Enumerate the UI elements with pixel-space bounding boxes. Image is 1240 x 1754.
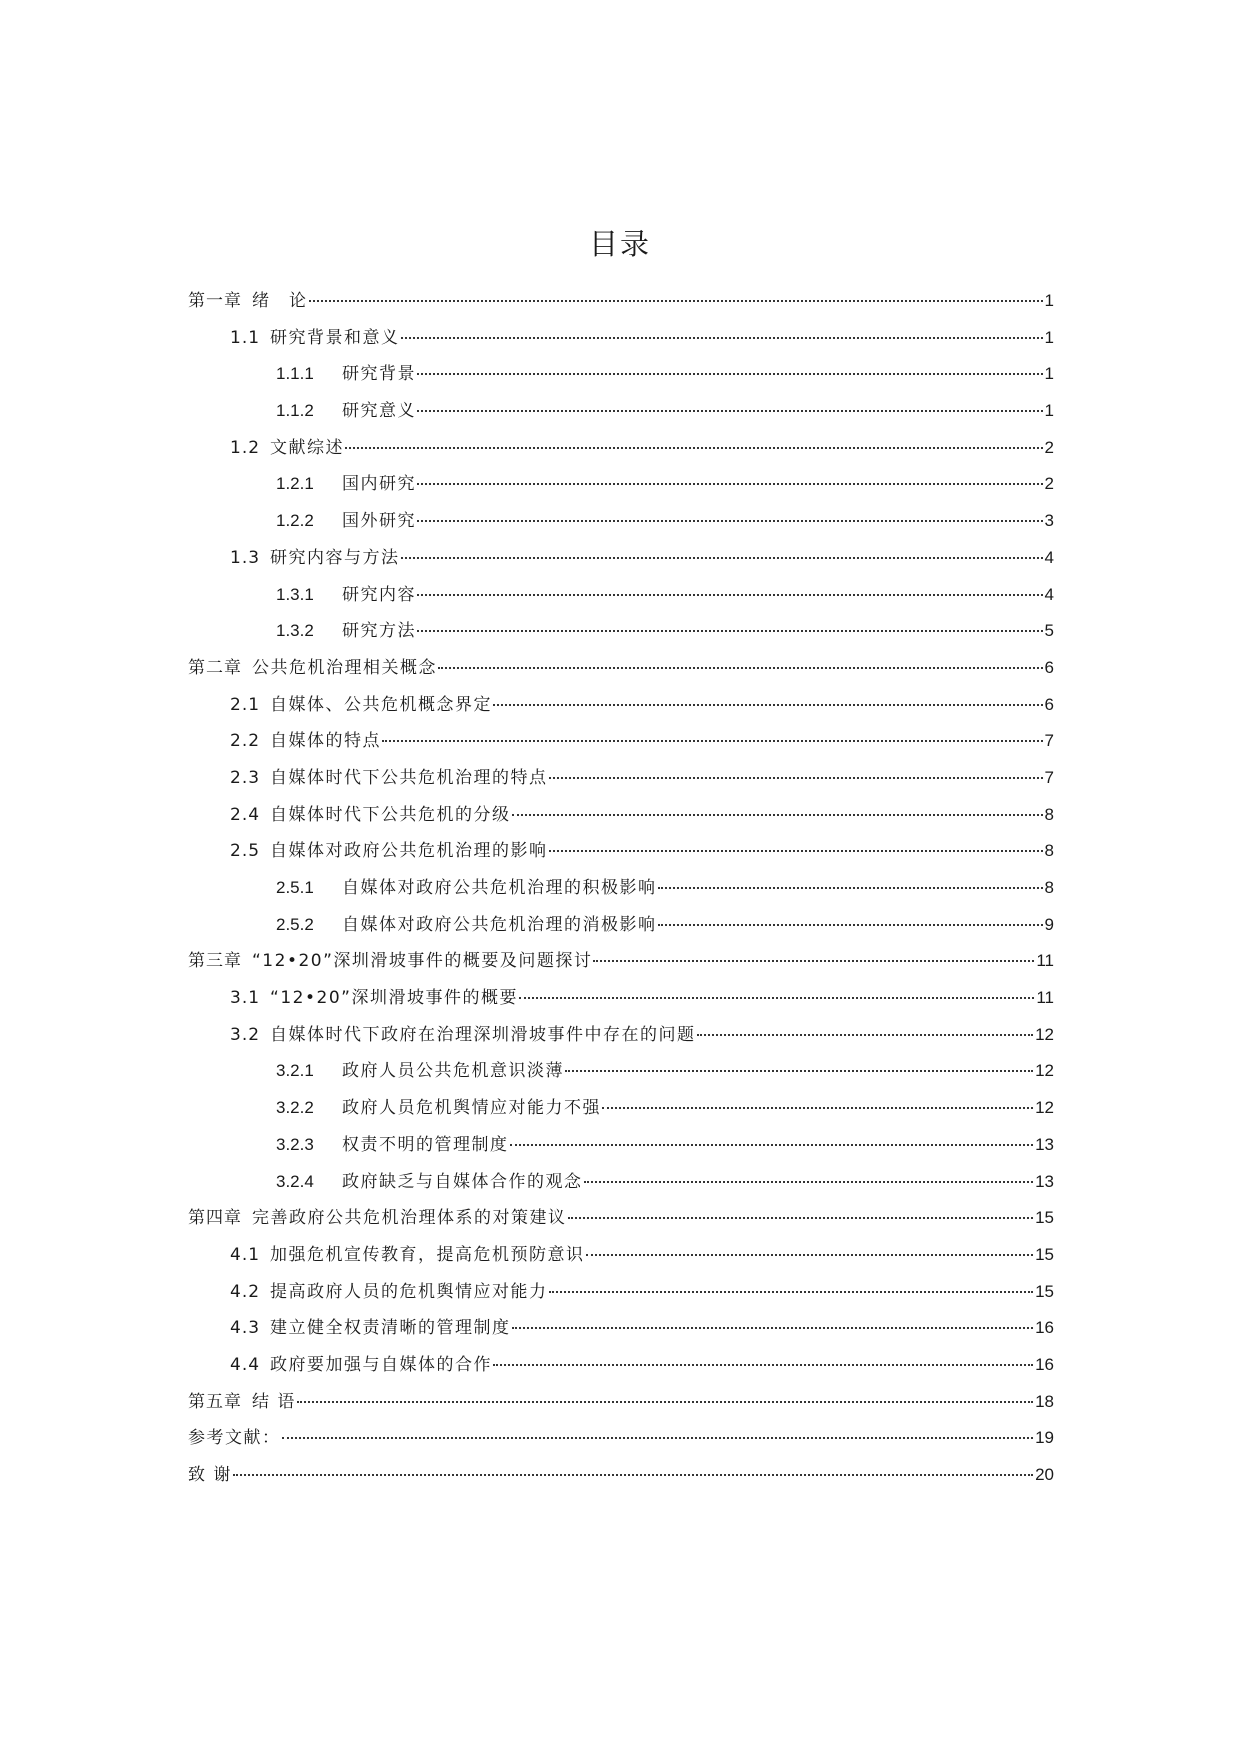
dot-leader bbox=[658, 923, 1043, 926]
toc-entry-page-number: 15 bbox=[1035, 1281, 1054, 1301]
toc-entry-number: 第一章 bbox=[188, 291, 242, 311]
dot-leader bbox=[549, 776, 1043, 779]
toc-entry[interactable] bbox=[188, 1127, 1054, 1164]
toc-entry-number: 第四章 bbox=[188, 1208, 242, 1229]
toc-entry-page-number: 7 bbox=[1044, 767, 1054, 787]
dot-leader bbox=[345, 446, 1042, 449]
dot-leader bbox=[512, 1326, 1034, 1329]
toc-entry[interactable] bbox=[188, 833, 1054, 870]
toc-entry-page-number: 1 bbox=[1044, 327, 1054, 347]
toc-entry-page-number: 6 bbox=[1044, 657, 1054, 677]
toc-entry-number: 3.2 bbox=[230, 1024, 261, 1045]
dot-leader bbox=[519, 996, 1034, 999]
toc-entry[interactable] bbox=[188, 1164, 1054, 1201]
toc-entry-number: 4.2 bbox=[230, 1281, 261, 1302]
toc-entry-page-number: 6 bbox=[1044, 694, 1054, 714]
toc-entry-page-number: 3 bbox=[1044, 511, 1054, 531]
dot-leader bbox=[401, 556, 1043, 559]
toc-entry-title: 建立健全权责清晰的管理制度 bbox=[270, 1318, 511, 1339]
dot-leader bbox=[593, 959, 1034, 962]
toc-entry[interactable] bbox=[188, 1237, 1054, 1274]
toc-entry-page-number: 12 bbox=[1035, 1024, 1054, 1044]
toc-entry-number: 2.2 bbox=[230, 731, 261, 752]
toc-entry-title: 结 语 bbox=[252, 1391, 296, 1412]
toc-entry-number: 2.4 bbox=[230, 804, 261, 825]
dot-leader bbox=[282, 1436, 1034, 1439]
toc-entry[interactable] bbox=[188, 466, 1054, 503]
toc-entry-title: 权责不明的管理制度 bbox=[342, 1134, 509, 1155]
toc-entry-page-number: 7 bbox=[1044, 731, 1054, 751]
toc-entry-number: 4.4 bbox=[230, 1354, 261, 1375]
toc-entry-title: 绪 论 bbox=[252, 291, 308, 311]
dot-leader bbox=[382, 739, 1042, 742]
toc-entry-number: 4.3 bbox=[230, 1318, 261, 1339]
toc-entry-page-number: 4 bbox=[1044, 584, 1054, 604]
toc-entry-number: 4.1 bbox=[230, 1244, 261, 1265]
toc-entry-page-number: 1 bbox=[1044, 401, 1054, 421]
toc-entry-number: 3.2.4 bbox=[276, 1171, 314, 1191]
toc-entry-number: 1.2.2 bbox=[276, 511, 314, 531]
toc-entry-title: “12•20”深圳滑坡事件的概要及问题探讨 bbox=[252, 951, 593, 972]
toc-entry-title: 国外研究 bbox=[342, 511, 416, 532]
toc-entry-title: 参考文献： bbox=[188, 1428, 281, 1449]
toc-entry-number: 第三章 bbox=[188, 951, 242, 972]
dot-leader bbox=[510, 1143, 1034, 1146]
toc-entry[interactable] bbox=[188, 613, 1054, 650]
toc-entry[interactable] bbox=[188, 907, 1054, 944]
table-of-contents bbox=[188, 283, 1054, 1494]
toc-entry-number: 3.1 bbox=[230, 988, 261, 1009]
toc-entry[interactable] bbox=[188, 1347, 1054, 1384]
toc-entry[interactable] bbox=[188, 1274, 1054, 1311]
toc-entry[interactable] bbox=[188, 1457, 1054, 1494]
toc-entry[interactable] bbox=[188, 1017, 1054, 1054]
toc-entry[interactable] bbox=[188, 1310, 1054, 1347]
dot-leader bbox=[417, 409, 1043, 412]
toc-entry-page-number: 8 bbox=[1044, 804, 1054, 824]
toc-entry-title: 研究内容与方法 bbox=[270, 547, 400, 568]
dot-leader bbox=[417, 629, 1043, 632]
toc-entry-title: 政府缺乏与自媒体合作的观念 bbox=[342, 1171, 583, 1192]
toc-entry[interactable] bbox=[188, 356, 1054, 393]
toc-entry-title: 自媒体时代下公共危机治理的特点 bbox=[270, 767, 548, 788]
toc-entry-page-number: 1 bbox=[1044, 291, 1054, 310]
toc-entry-title: 政府要加强与自媒体的合作 bbox=[270, 1354, 493, 1375]
toc-entry-number: 3.2.1 bbox=[276, 1061, 314, 1081]
toc-entry-title: 完善政府公共危机治理体系的对策建议 bbox=[252, 1208, 567, 1229]
dot-leader bbox=[568, 1216, 1034, 1219]
toc-entry-title: 自媒体时代下政府在治理深圳滑坡事件中存在的问题 bbox=[270, 1024, 696, 1045]
dot-leader bbox=[417, 519, 1043, 522]
toc-entry-number: 3.2.2 bbox=[276, 1098, 314, 1118]
toc-entry-page-number: 2 bbox=[1044, 474, 1054, 494]
toc-entry-page-number: 15 bbox=[1035, 1208, 1054, 1228]
toc-entry-number: 1.3 bbox=[230, 547, 261, 568]
toc-entry-number: 2.5.1 bbox=[276, 878, 314, 897]
toc-entry[interactable] bbox=[188, 393, 1054, 430]
toc-entry-page-number: 8 bbox=[1044, 841, 1054, 861]
dot-leader bbox=[549, 849, 1043, 852]
dot-leader bbox=[658, 886, 1043, 889]
dot-leader bbox=[565, 1069, 1033, 1072]
toc-entry-title: 公共危机治理相关概念 bbox=[252, 657, 437, 678]
toc-entry-number: 1.2.1 bbox=[276, 474, 314, 494]
toc-entry-page-number: 11 bbox=[1036, 988, 1054, 1008]
page-title: 目录 bbox=[588, 227, 651, 261]
toc-entry[interactable] bbox=[188, 1384, 1054, 1421]
toc-entry-page-number: 13 bbox=[1035, 1134, 1054, 1154]
toc-entry-title: 文献综述 bbox=[270, 437, 345, 458]
toc-entry[interactable] bbox=[188, 577, 1054, 614]
dot-leader bbox=[493, 1363, 1033, 1366]
toc-entry[interactable] bbox=[188, 687, 1054, 724]
toc-entry-title: 政府人员公共危机意识淡薄 bbox=[342, 1061, 564, 1082]
toc-entry[interactable] bbox=[188, 320, 1054, 357]
toc-entry-title: 致 谢 bbox=[188, 1465, 232, 1485]
toc-entry-page-number: 16 bbox=[1035, 1354, 1054, 1374]
toc-entry-number: 1.2 bbox=[230, 437, 261, 458]
toc-entry[interactable] bbox=[188, 540, 1054, 577]
dot-leader bbox=[512, 813, 1043, 816]
toc-entry-page-number: 20 bbox=[1035, 1465, 1054, 1484]
toc-entry-page-number: 15 bbox=[1035, 1244, 1054, 1264]
dot-leader bbox=[417, 372, 1043, 375]
toc-entry-page-number: 12 bbox=[1035, 1098, 1054, 1118]
toc-entry-title: 提高政府人员的危机舆情应对能力 bbox=[270, 1281, 548, 1302]
dot-leader bbox=[417, 482, 1043, 485]
toc-entry[interactable] bbox=[188, 283, 1054, 320]
dot-leader bbox=[586, 1253, 1034, 1256]
toc-entry-number: 2.1 bbox=[230, 694, 261, 715]
toc-entry-page-number: 4 bbox=[1044, 547, 1054, 567]
toc-entry-page-number: 12 bbox=[1035, 1061, 1054, 1081]
toc-entry-page-number: 19 bbox=[1035, 1428, 1054, 1448]
toc-entry-page-number: 5 bbox=[1044, 621, 1054, 641]
toc-entry-title: 政府人员危机舆情应对能力不强 bbox=[342, 1098, 601, 1119]
toc-entry[interactable] bbox=[188, 760, 1054, 797]
toc-entry[interactable] bbox=[188, 1053, 1054, 1090]
toc-entry-page-number: 1 bbox=[1044, 364, 1054, 384]
dot-leader bbox=[602, 1106, 1033, 1109]
toc-entry-title: 国内研究 bbox=[342, 474, 416, 495]
toc-entry-title: 研究背景 bbox=[342, 364, 416, 385]
toc-entry[interactable] bbox=[188, 430, 1054, 467]
toc-entry-page-number: 8 bbox=[1044, 878, 1054, 897]
toc-entry-number: 2.5 bbox=[230, 841, 261, 862]
toc-entry[interactable] bbox=[188, 1420, 1054, 1457]
toc-entry[interactable] bbox=[188, 980, 1054, 1017]
toc-entry[interactable] bbox=[188, 797, 1054, 834]
dot-leader bbox=[584, 1180, 1034, 1183]
toc-entry-number: 1.1 bbox=[230, 327, 261, 348]
toc-entry-title: “12•20”深圳滑坡事件的概要 bbox=[270, 988, 518, 1009]
toc-entry-page-number: 16 bbox=[1035, 1318, 1054, 1338]
toc-entry-number: 2.5.2 bbox=[276, 914, 314, 934]
dot-leader bbox=[493, 703, 1042, 706]
dot-leader bbox=[417, 593, 1043, 596]
toc-entry-title: 自媒体、公共危机概念界定 bbox=[270, 694, 493, 715]
toc-entry-title: 加强危机宣传教育，提高危机预防意识 bbox=[270, 1244, 585, 1265]
dot-leader bbox=[549, 1290, 1034, 1293]
dot-leader bbox=[233, 1473, 1033, 1476]
toc-entry-title: 自媒体对政府公共危机治理的积极影响 bbox=[342, 878, 657, 898]
toc-entry[interactable] bbox=[188, 870, 1054, 907]
toc-entry[interactable] bbox=[188, 1200, 1054, 1237]
toc-entry[interactable] bbox=[188, 723, 1054, 760]
toc-entry-number: 1.3.1 bbox=[276, 584, 314, 604]
toc-entry[interactable] bbox=[188, 503, 1054, 540]
dot-leader bbox=[297, 1400, 1033, 1403]
dot-leader bbox=[697, 1033, 1034, 1036]
toc-entry-title: 自媒体对政府公共危机治理的影响 bbox=[270, 841, 548, 862]
toc-entry-page-number: 11 bbox=[1036, 951, 1054, 971]
toc-entry-number: 1.1.1 bbox=[276, 364, 314, 384]
toc-entry-title: 研究背景和意义 bbox=[270, 327, 400, 348]
toc-entry-number: 第二章 bbox=[188, 657, 242, 678]
toc-entry-page-number: 13 bbox=[1035, 1171, 1054, 1191]
toc-entry-title: 自媒体对政府公共危机治理的消极影响 bbox=[342, 914, 657, 935]
toc-entry-title: 自媒体时代下公共危机的分级 bbox=[270, 804, 511, 825]
toc-entry-title: 研究内容 bbox=[342, 584, 416, 605]
toc-entry-title: 研究方法 bbox=[342, 621, 416, 642]
toc-entry-number: 1.3.2 bbox=[276, 621, 314, 641]
toc-entry-number: 2.3 bbox=[230, 767, 261, 788]
dot-leader bbox=[438, 666, 1043, 669]
toc-entry[interactable] bbox=[188, 650, 1054, 687]
dot-leader bbox=[401, 336, 1043, 339]
toc-entry[interactable] bbox=[188, 943, 1054, 980]
toc-entry-page-number: 2 bbox=[1044, 437, 1054, 457]
toc-entry-page-number: 18 bbox=[1035, 1391, 1054, 1411]
toc-entry-title: 自媒体的特点 bbox=[270, 731, 382, 752]
toc-entry-page-number: 9 bbox=[1044, 914, 1054, 934]
toc-entry[interactable] bbox=[188, 1090, 1054, 1127]
toc-entry-number: 1.1.2 bbox=[276, 401, 314, 421]
dot-leader bbox=[309, 299, 1043, 302]
toc-entry-number: 第五章 bbox=[188, 1391, 242, 1412]
toc-entry-title: 研究意义 bbox=[342, 401, 416, 422]
toc-entry-number: 3.2.3 bbox=[276, 1134, 314, 1154]
